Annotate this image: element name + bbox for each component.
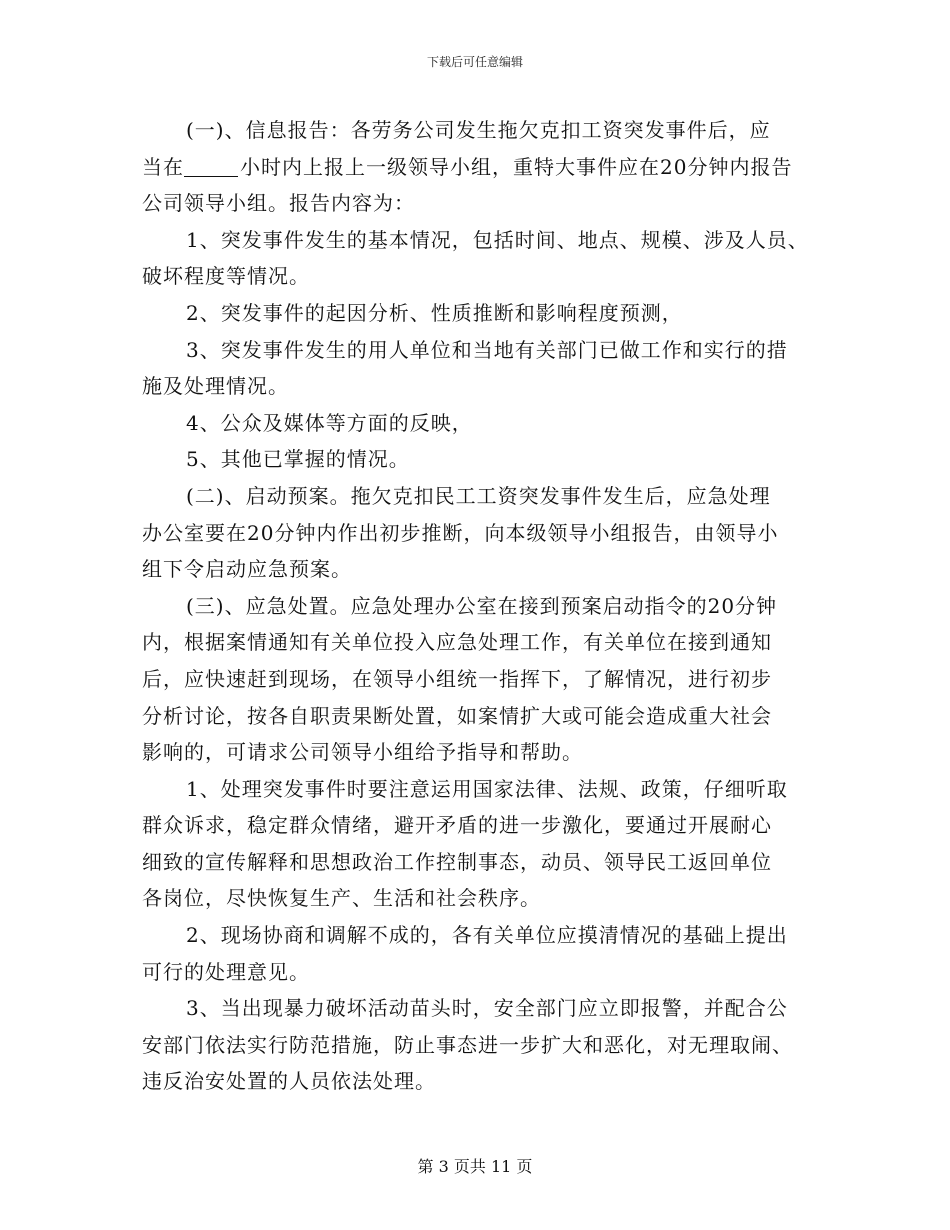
paragraph (142, 441, 832, 478)
text-line: 安部门依法实行防范措施，防止事态进一步扩大和恶化，对无理取闹、 (142, 1032, 793, 1057)
text-line: (三)、应急处置。应急处理办公室在接到预案启动指令的20分钟 (186, 593, 778, 618)
line-text-before-blank: 当在 (142, 154, 184, 179)
paragraph (142, 478, 832, 588)
document-body (142, 112, 832, 1100)
text-line: 3、当出现暴力破坏活动苗头时，安全部门应立即报警，并配合公 (186, 996, 788, 1021)
text-line: 办公室要在20分钟内作出初步推断，向本级领导小组报告，由领导小 (142, 520, 779, 545)
text-line: 群众诉求，稳定群众情绪，避开矛盾的进一步激化，要通过开展耐心 (142, 813, 772, 838)
text-line: 3、突发事件发生的用人单位和当地有关部门已做工作和实行的措 (186, 337, 788, 362)
paragraph (142, 917, 832, 990)
text-line: 公司领导小组。报告内容为： (142, 191, 415, 216)
paragraph (142, 222, 832, 295)
paragraph (142, 990, 832, 1100)
text-line: 1、处理突发事件时要注意运用国家法律、法规、政策，仔细听取 (186, 776, 788, 801)
text-line: 2、突发事件的起因分析、性质推断和影响程度预测， (186, 300, 683, 325)
text-line: (二)、启动预案。拖欠克扣民工工资突发事件发生后，应急处理 (186, 483, 771, 508)
text-line: 违反治安处置的人员依法处理。 (142, 1069, 436, 1094)
text-line: 分析讨论，按各自职责果断处置，如案情扩大或可能会造成重大社会 (142, 703, 772, 728)
page-footer: 第 3 页共 11 页 (417, 1157, 533, 1176)
text-line: 后，应快速赶到现场，在领导小组统一指挥下，了解情况，进行初步 (142, 666, 772, 691)
text-line (142, 149, 832, 186)
paragraph (142, 588, 832, 771)
paragraph (142, 405, 832, 442)
text-line: 施及处理情况。 (142, 374, 289, 399)
text-line: 4、公众及媒体等方面的反映， (186, 410, 473, 435)
text-line: 5、其他已掌握的情况。 (186, 447, 410, 472)
paragraph (142, 771, 832, 917)
text-line: 组下令启动应急预案。 (142, 557, 352, 582)
text-line: 细致的宣传解释和思想政治工作控制事态，动员、领导民工返回单位 (142, 849, 772, 874)
text-line: 破坏程度等情况。 (142, 264, 310, 289)
text-line: 2、现场协商和调解不成的，各有关单位应摸清情况的基础上提出 (186, 923, 788, 948)
paragraph (142, 332, 832, 405)
line-text-after-blank: 小时内上报上一级领导小组，重特大事件应在20分钟内报告 (240, 154, 793, 179)
text-line: 各岗位，尽快恢复生产、生活和社会秩序。 (142, 886, 541, 911)
text-line: 1、突发事件发生的基本情况，包括时间、地点、规模、涉及人员、 (186, 227, 809, 252)
page-header: 下载后可任意编辑 (426, 55, 523, 69)
text-line: 影响的，可请求公司领导小组给予指导和帮助。 (142, 740, 583, 765)
text-line: 可行的处理意见。 (142, 959, 310, 984)
paragraph (142, 112, 832, 222)
text-line: (一)、信息报告：各劳务公司发生拖欠克扣工资突发事件后，应 (186, 118, 771, 142)
text-line: 内，根据案情通知有关单位投入应急处理工作，有关单位在接到通知 (142, 630, 772, 655)
paragraph (142, 295, 832, 332)
fill-in-blank (184, 156, 238, 177)
